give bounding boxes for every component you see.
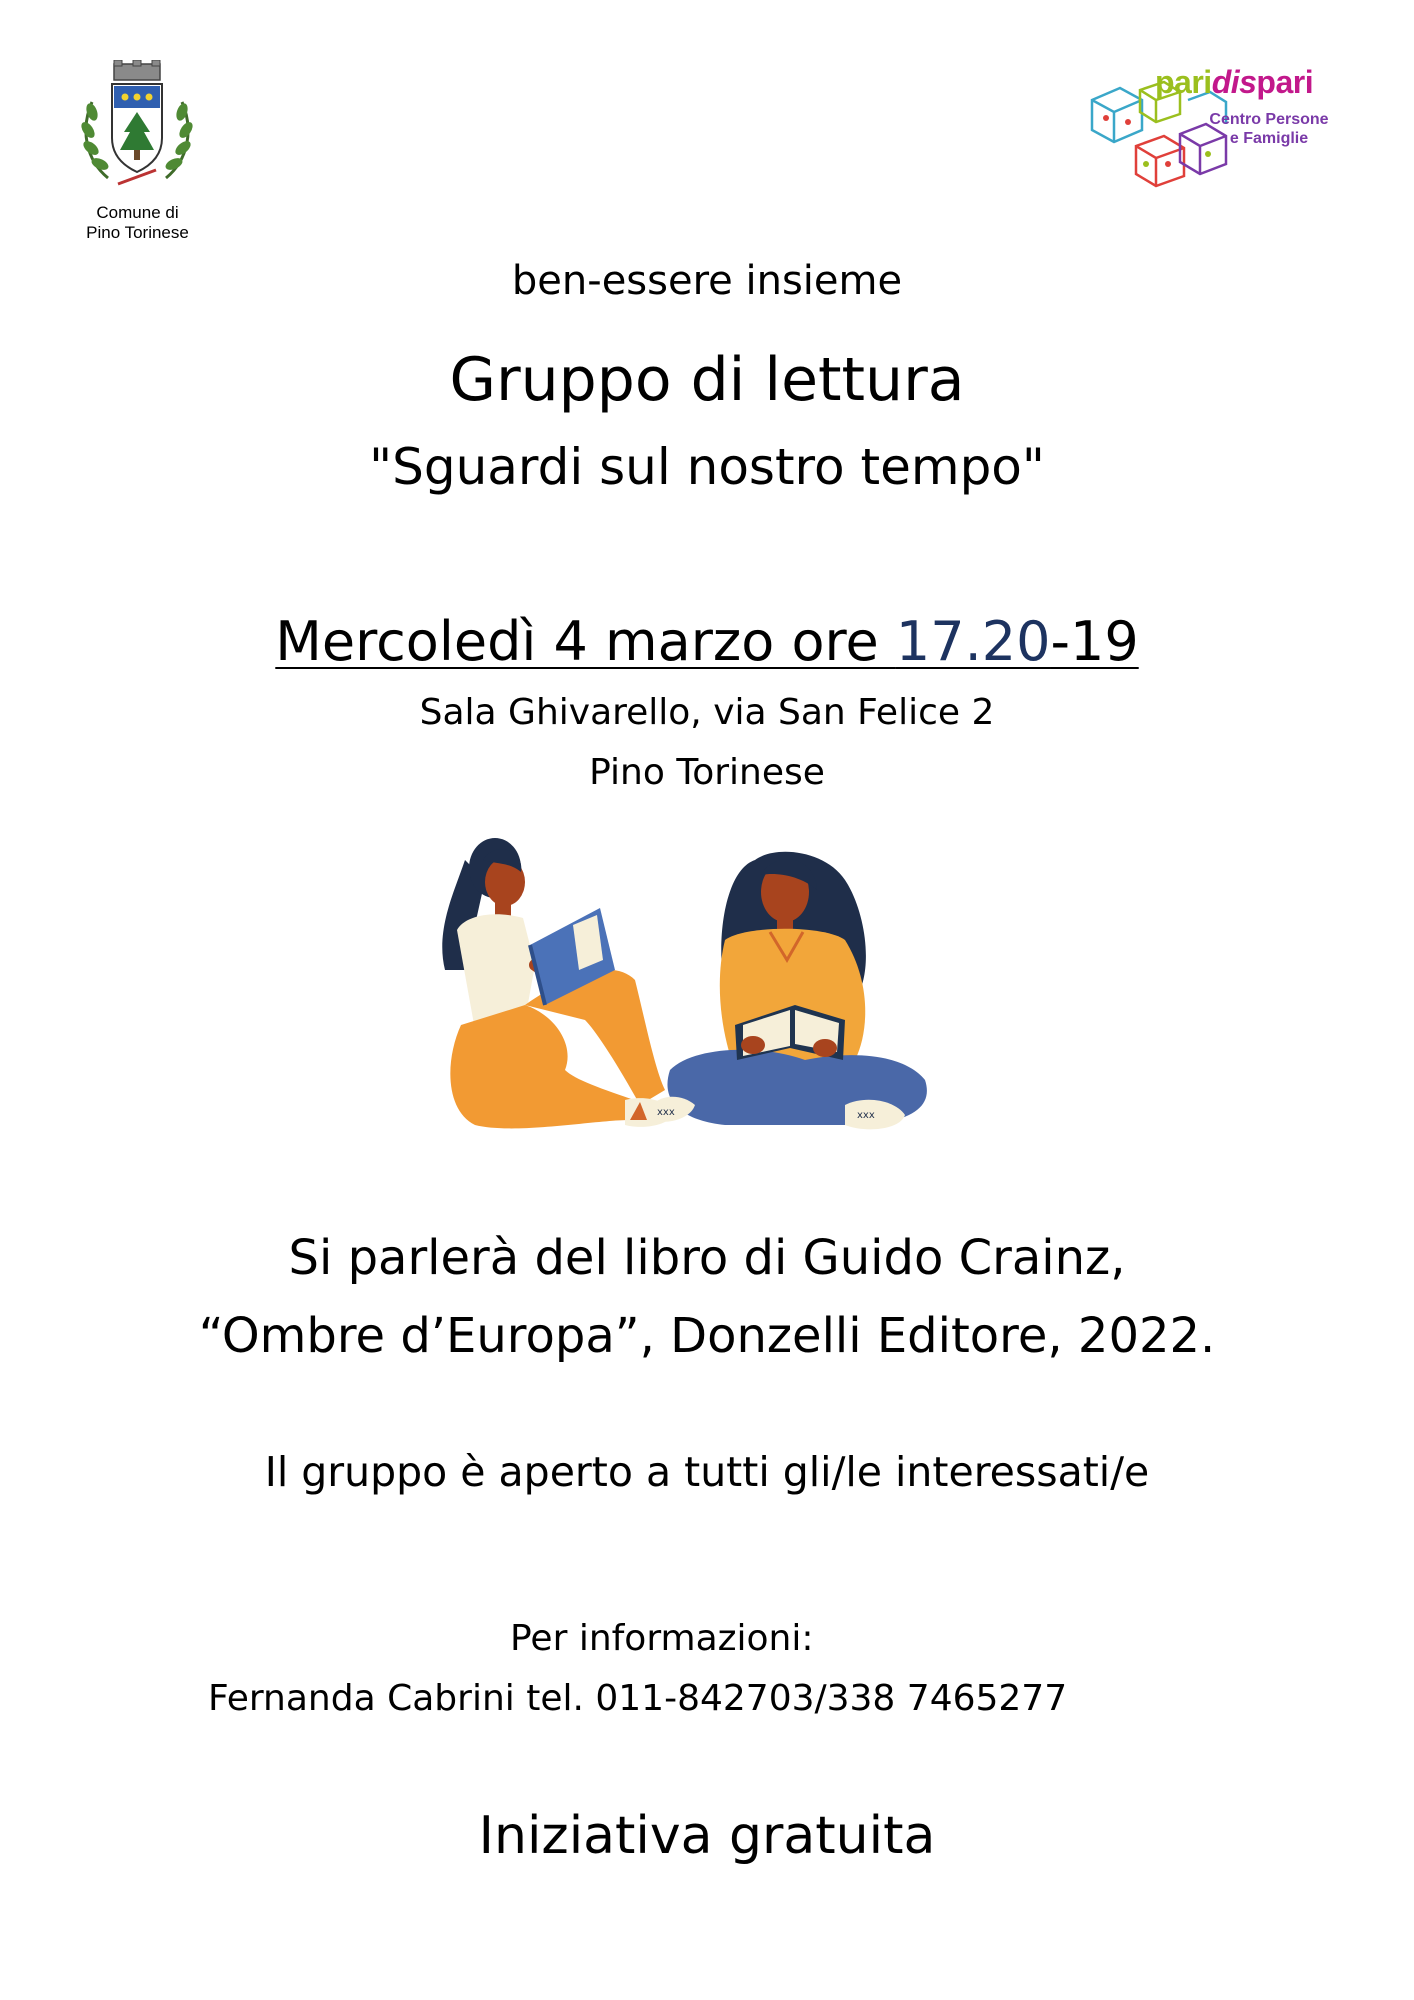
municipality-crest-icon (78, 60, 196, 190)
book-line-1: Si parlerà del libro di Guido Crainz, (288, 1230, 1126, 1286)
partner-name-part-1: pari (1155, 64, 1212, 100)
book-line-2: “Ombre d’Europa”, Donzelli Editore, 2022. (198, 1308, 1216, 1364)
partner-name (1155, 64, 1313, 101)
svg-text:xxx: xxx (857, 1110, 875, 1121)
contact-info: Fernanda Cabrini tel. 011-842703/338 7465277 (208, 1678, 1068, 1719)
event-kicker: ben-essere insieme (511, 258, 903, 304)
event-time-start: 17.20 (895, 610, 1051, 673)
event-venue: Sala Ghivarello, via San Felice 2 (419, 692, 995, 733)
partner-subtitle-line-2: e Famiglie (1229, 130, 1309, 147)
event-time-end: -19 (1050, 610, 1139, 673)
municipality-line-1: Comune di (96, 203, 179, 222)
event-date-time (0, 610, 1414, 673)
event-title: Gruppo di lettura (449, 345, 965, 415)
partner-name-part-3: pari (1256, 64, 1314, 100)
open-to-all-note: Il gruppo è aperto a tutti gli/le interessati/e (264, 1448, 1150, 1496)
info-label: Per informazioni: (510, 1618, 814, 1659)
municipality-name (60, 203, 215, 243)
women-reading-illustration-icon (425, 820, 990, 1150)
svg-text:xxx: xxx (657, 1107, 675, 1118)
municipality-line-2: Pino Torinese (86, 223, 189, 242)
partner-name-part-2: dis (1211, 64, 1257, 100)
event-subtitle: "Sguardi sul nostro tempo" (369, 438, 1045, 496)
event-city: Pino Torinese (589, 752, 825, 793)
partner-subtitle (1196, 110, 1342, 148)
event-date: Mercoledì 4 marzo ore (275, 610, 896, 673)
free-initiative-notice: Iniziativa gratuita (478, 1806, 936, 1866)
partner-subtitle-line-1: Centro Persone (1209, 111, 1329, 128)
